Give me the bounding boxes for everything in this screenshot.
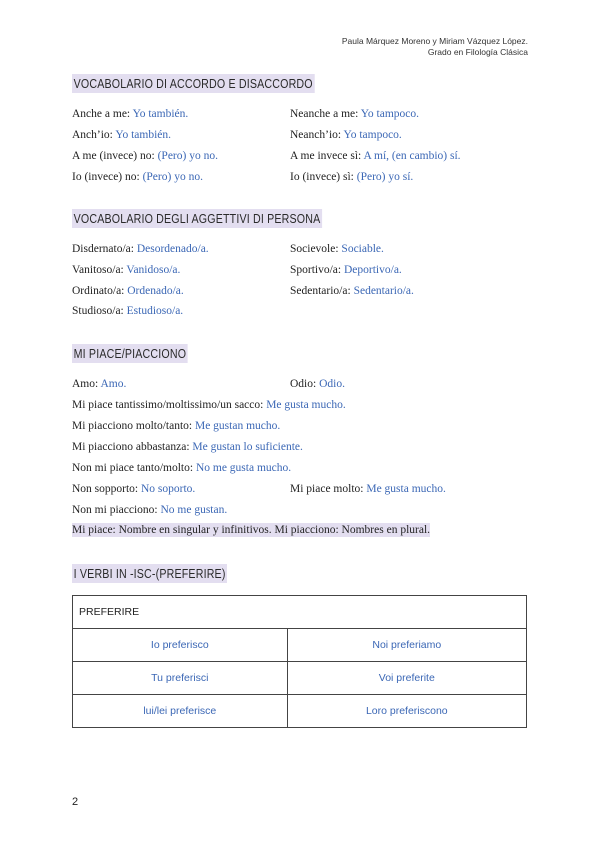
- table-row: [73, 695, 527, 728]
- vocab-item: Ordinato/a: Ordenado/a.: [72, 285, 184, 297]
- vocab-item: Non mi piacciono: No me gustan.: [72, 504, 228, 516]
- vocab-item: Disdernato/a: Desordenado/a.: [72, 243, 209, 255]
- author-line: Paula Márquez Moreno y Miriam Vázquez López.: [341, 36, 528, 46]
- vocab-item: Odio: Odio.: [290, 378, 345, 390]
- table-cell: Noi preferiamo: [287, 629, 526, 662]
- table-cell: Io preferisco: [73, 629, 288, 662]
- vocab-item: Mi piacciono abbastanza: Me gustan lo suficiente.: [72, 441, 303, 453]
- vocab-item: A me (invece) no: (Pero) yo no.: [72, 150, 218, 162]
- vocab-item: Sedentario/a: Sedentario/a.: [290, 285, 414, 297]
- table-row: [73, 596, 527, 629]
- table-cell: Loro preferiscono: [287, 695, 526, 728]
- vocab-item: Io (invece) no: (Pero) yo no.: [72, 171, 203, 183]
- vocab-item: Io (invece) sì: (Pero) yo sí.: [290, 171, 414, 183]
- vocab-item: A me invece sì: A mí, (en cambio) sí.: [290, 150, 461, 162]
- vocab-item: Mi piace tantissimo/moltissimo/un sacco: Me gusta mucho.: [72, 399, 346, 411]
- vocab-item: Mi piace molto: Me gusta mucho.: [290, 483, 446, 495]
- table-row: [73, 662, 527, 695]
- vocab-item: Non sopporto: No soporto.: [72, 483, 196, 495]
- degree-line: Grado en Filología Clásica: [427, 47, 528, 57]
- grammar-note: Mi piace: Nombre en singular y infinitivos. Mi piacciono: Nombres en plural.: [72, 524, 431, 536]
- section-title-aggettivi: VOCABOLARIO DEGLI AGGETTIVI DI PERSONA: [73, 211, 321, 226]
- vocab-item: Sportivo/a: Deportivo/a.: [290, 264, 402, 276]
- conjugation-table: [72, 595, 527, 728]
- vocab-item: Vanitoso/a: Vanidoso/a.: [72, 264, 181, 276]
- table-row: [73, 629, 527, 662]
- vocab-item: Anche a me: Yo también.: [72, 108, 189, 120]
- table-header-cell: PREFERIRE: [73, 596, 527, 629]
- vocab-item: Socievole: Sociable.: [290, 243, 384, 255]
- section-title-accordo: VOCABOLARIO DI ACCORDO E DISACCORDO: [73, 76, 313, 91]
- vocab-item: Mi piacciono molto/tanto: Me gustan mucho.: [72, 420, 281, 432]
- section-title-verbi: I VERBI IN -ISC-(PREFERIRE): [73, 566, 226, 581]
- vocab-item: Amo: Amo.: [72, 378, 127, 390]
- table-cell: lui/lei preferisce: [73, 695, 288, 728]
- page-number: 2: [72, 796, 79, 808]
- table-cell: Voi preferite: [287, 662, 526, 695]
- vocab-item: Studioso/a: Estudioso/a.: [72, 305, 184, 317]
- page-header: [342, 36, 528, 58]
- vocab-item: Neanche a me: Yo tampoco.: [290, 108, 420, 120]
- vocab-item: Non mi piace tanto/molto: No me gusta mucho.: [72, 462, 292, 474]
- vocab-item: Anch’io: Yo también.: [72, 129, 172, 141]
- section-title-piace: MI PIACE/PIACCIONO: [73, 346, 187, 361]
- vocab-item: Neanch’io: Yo tampoco.: [290, 129, 402, 141]
- table-cell: Tu preferisci: [73, 662, 288, 695]
